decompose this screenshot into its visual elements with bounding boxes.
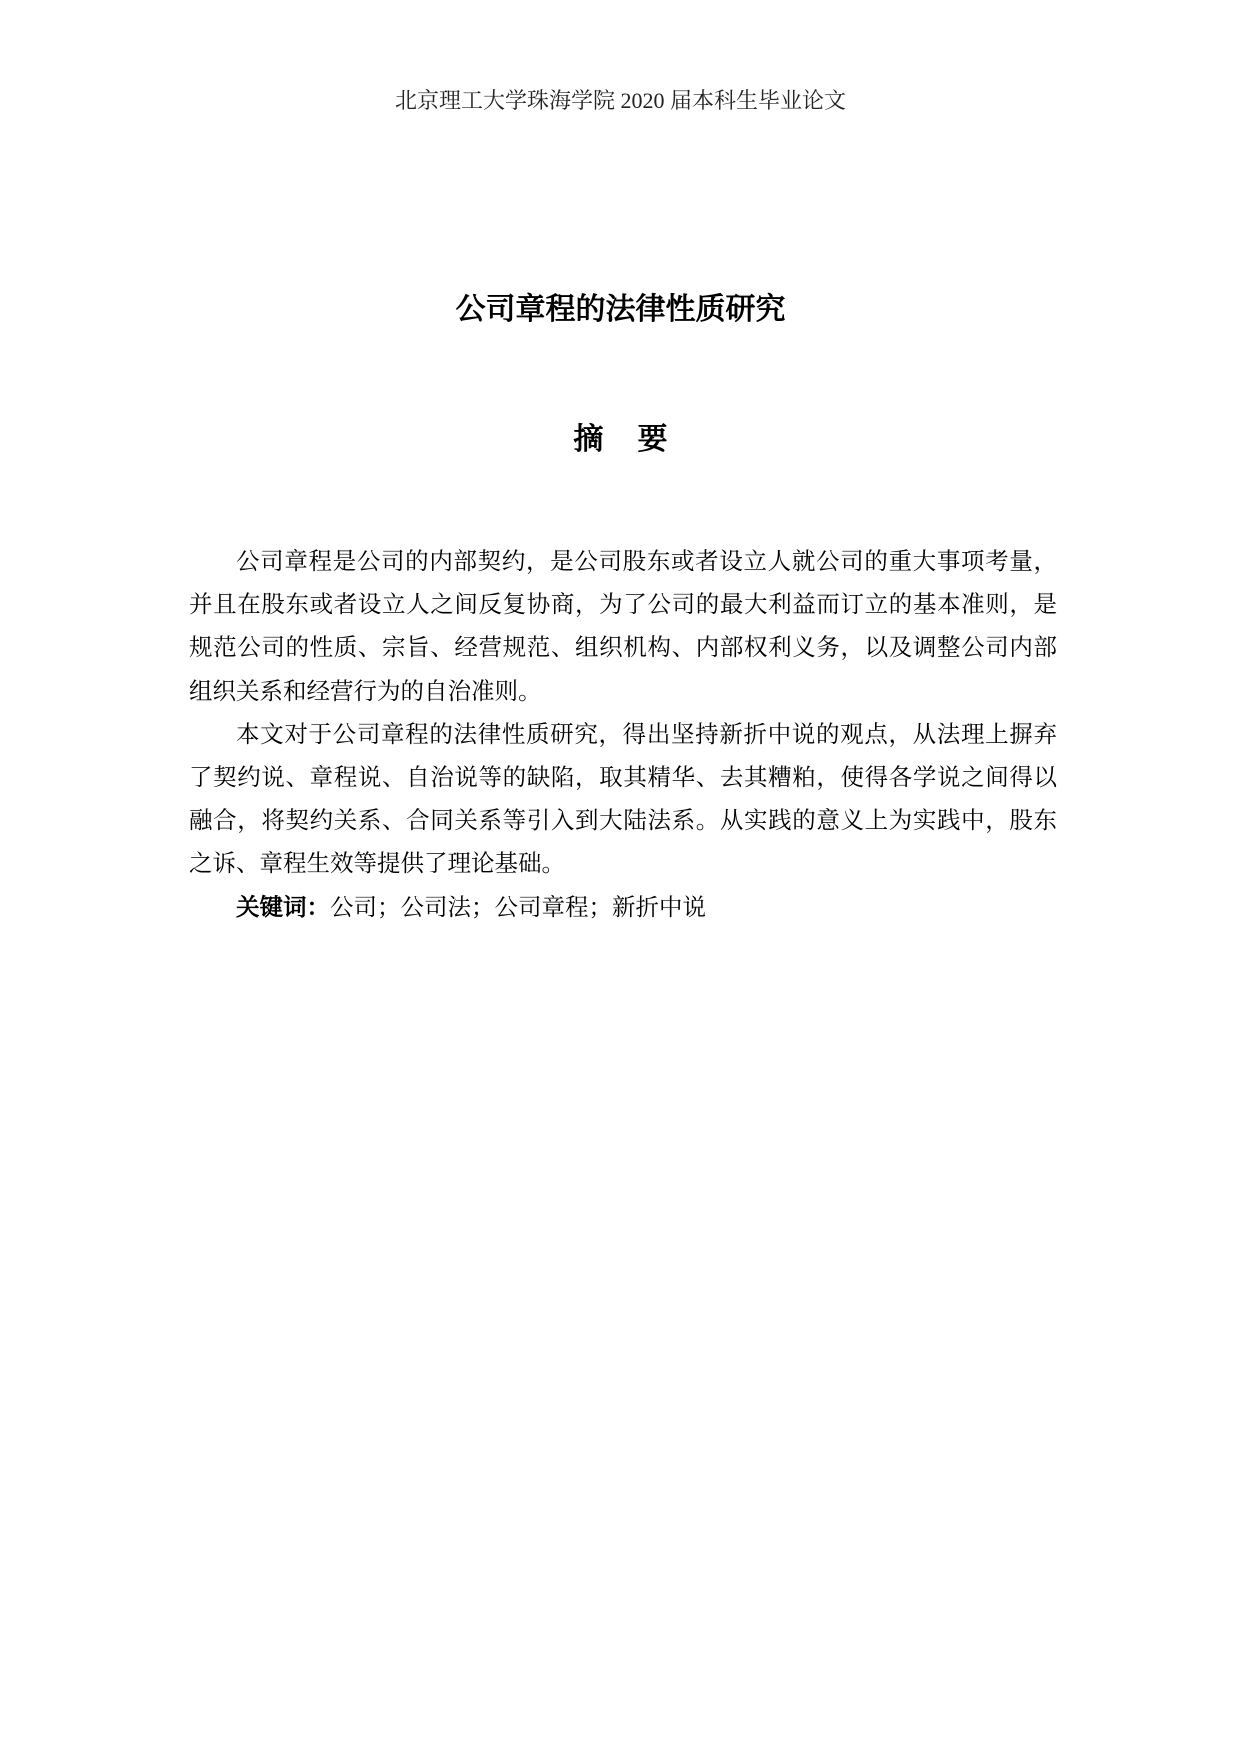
abstract-body — [189, 540, 1057, 929]
running-header: 北京理工大学珠海学院 2020 届本科生毕业论文 — [394, 88, 846, 113]
abstract-paragraph-1: 公司章程是公司的内部契约，是公司股东或者设立人就公司的重大事项考量，并且在股东或者设立人之间反复协商，为了公司的最大利益而订立的基本准则，是规范公司的性质、宗旨、经营规范、组织机构、内部权利义务，以及调整公司内部组织关系和经营行为的自治准则。 — [189, 547, 1057, 705]
thesis-title: 公司章程的法律性质研究 — [455, 292, 786, 327]
keywords-list: 公司；公司法；公司章程；新折中说 — [330, 892, 706, 921]
abstract-heading: 摘要 — [573, 422, 702, 457]
keywords-label: 关键词： — [236, 892, 330, 921]
keywords-line — [189, 886, 1057, 929]
abstract-paragraph-2: 本文对于公司章程的法律性质研究，得出坚持新折中说的观点，从法理上摒弃了契约说、章程说、自治说等的缺陷，取其精华、去其糟粕，使得各学说之间得以融合，将契约关系、合同关系等引入到大陆法系。从实践的意义上为实践中，股东之诉、章程生效等提供了理论基础。 — [189, 719, 1057, 878]
